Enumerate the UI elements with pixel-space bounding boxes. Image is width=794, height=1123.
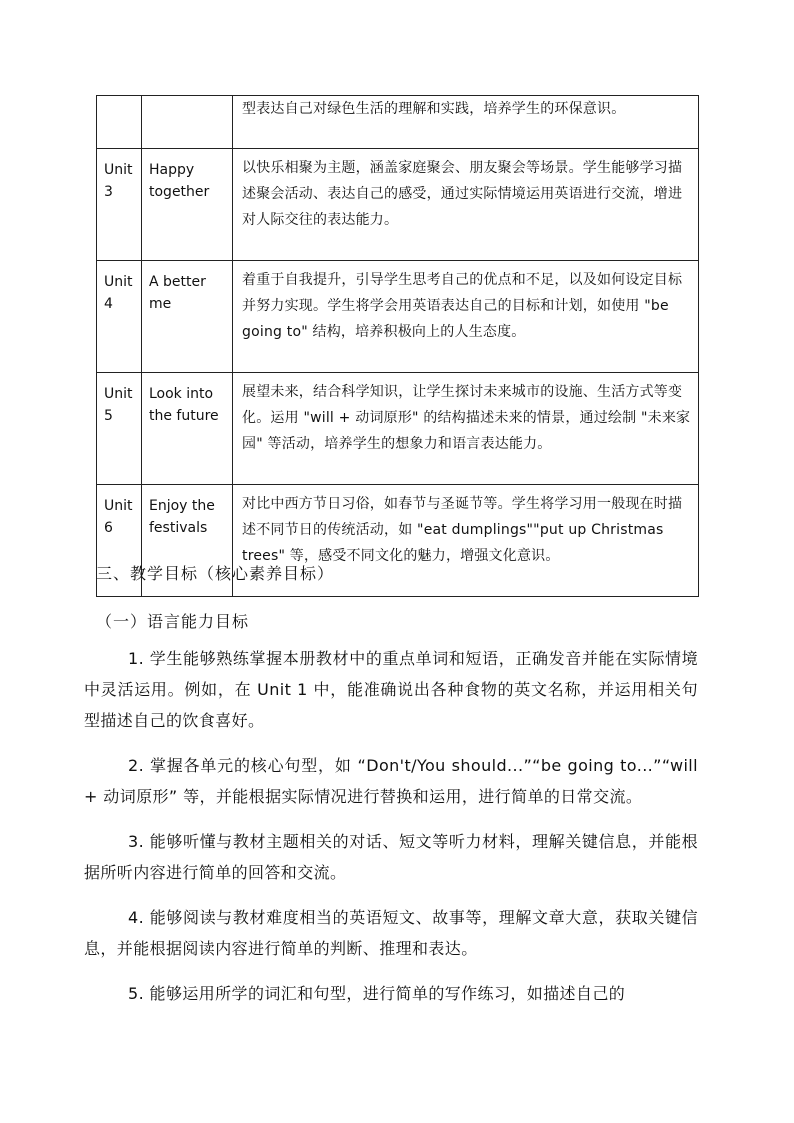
unit-description-cell: 对比中西方节日习俗，如春节与圣诞节等。学生将学习用一般现在时描述不同节日的传统活动，如 "eat dumplings""put up Christmas trees" 等，感受不同文化的魅力，增强文化意识。 <box>233 485 699 597</box>
unit-number-cell: Unit 3 <box>97 149 142 261</box>
subsection-heading: （一）语言能力目标 <box>96 612 250 631</box>
objective-paragraph: 2. 掌握各单元的核心句型，如 “Don't/You should...”“be going to...”“will + 动词原形” 等，并能根据实际情况进行替换和运用，进行简单的日常交流。 <box>84 756 698 806</box>
unit-description-cell: 以快乐相聚为主题，涵盖家庭聚会、朋友聚会等场景。学生能够学习描述聚会活动、表达自己的感受，通过实际情境运用英语进行交流，增进对人际交往的表达能力。 <box>233 149 699 261</box>
unit-number-cell <box>97 96 142 149</box>
objective-paragraph: 4. 能够阅读与教材难度相当的英语短文、故事等，理解文章大意，获取关键信息，并能根据阅读内容进行简单的判断、推理和表达。 <box>84 908 698 958</box>
table-row <box>97 149 699 261</box>
table-row <box>97 96 699 149</box>
objective-paragraph: 1. 学生能够熟练掌握本册教材中的重点单词和短语，正确发音并能在实际情境中灵活运用。例如，在 Unit 1 中，能准确说出各种食物的英文名称，并运用相关句型描述自己的饮食喜好。 <box>84 649 698 730</box>
unit-number-cell: Unit 5 <box>97 373 142 485</box>
objective-paragraph: 3. 能够听懂与教材主题相关的对话、短文等听力材料，理解关键信息，并能根据所听内容进行简单的回答和交流。 <box>84 832 698 882</box>
unit-title-cell: Enjoy the festivals <box>142 485 233 597</box>
unit-title-cell: A better me <box>142 261 233 373</box>
unit-number-cell: Unit 6 <box>97 485 142 597</box>
unit-number-cell: Unit 4 <box>97 261 142 373</box>
unit-description-cell: 着重于自我提升，引导学生思考自己的优点和不足，以及如何设定目标并努力实现。学生将学会用英语表达自己的目标和计划，如使用 "be going to" 结构，培养积极向上的人生态度。 <box>233 261 699 373</box>
table-row <box>97 373 699 485</box>
paragraph-list <box>84 643 698 1023</box>
section-heading: 三、教学目标（核心素养目标） <box>96 564 335 583</box>
unit-title-cell: Look into the future <box>142 373 233 485</box>
unit-description-cell: 展望未来，结合科学知识，让学生探讨未来城市的设施、生活方式等变化。运用 "will + 动词原形" 的结构描述未来的情景，通过绘制 "未来家园" 等活动，培养学生的想象力和语言表达能力。 <box>233 373 699 485</box>
unit-description-cell: 型表达自己对绿色生活的理解和实践，培养学生的环保意识。 <box>233 96 699 149</box>
unit-title-cell <box>142 96 233 149</box>
table-row <box>97 261 699 373</box>
objective-paragraph: 5. 能够运用所学的词汇和句型，进行简单的写作练习，如描述自己的 <box>128 984 626 1003</box>
unit-table <box>96 95 699 597</box>
unit-title-cell: Happy together <box>142 149 233 261</box>
